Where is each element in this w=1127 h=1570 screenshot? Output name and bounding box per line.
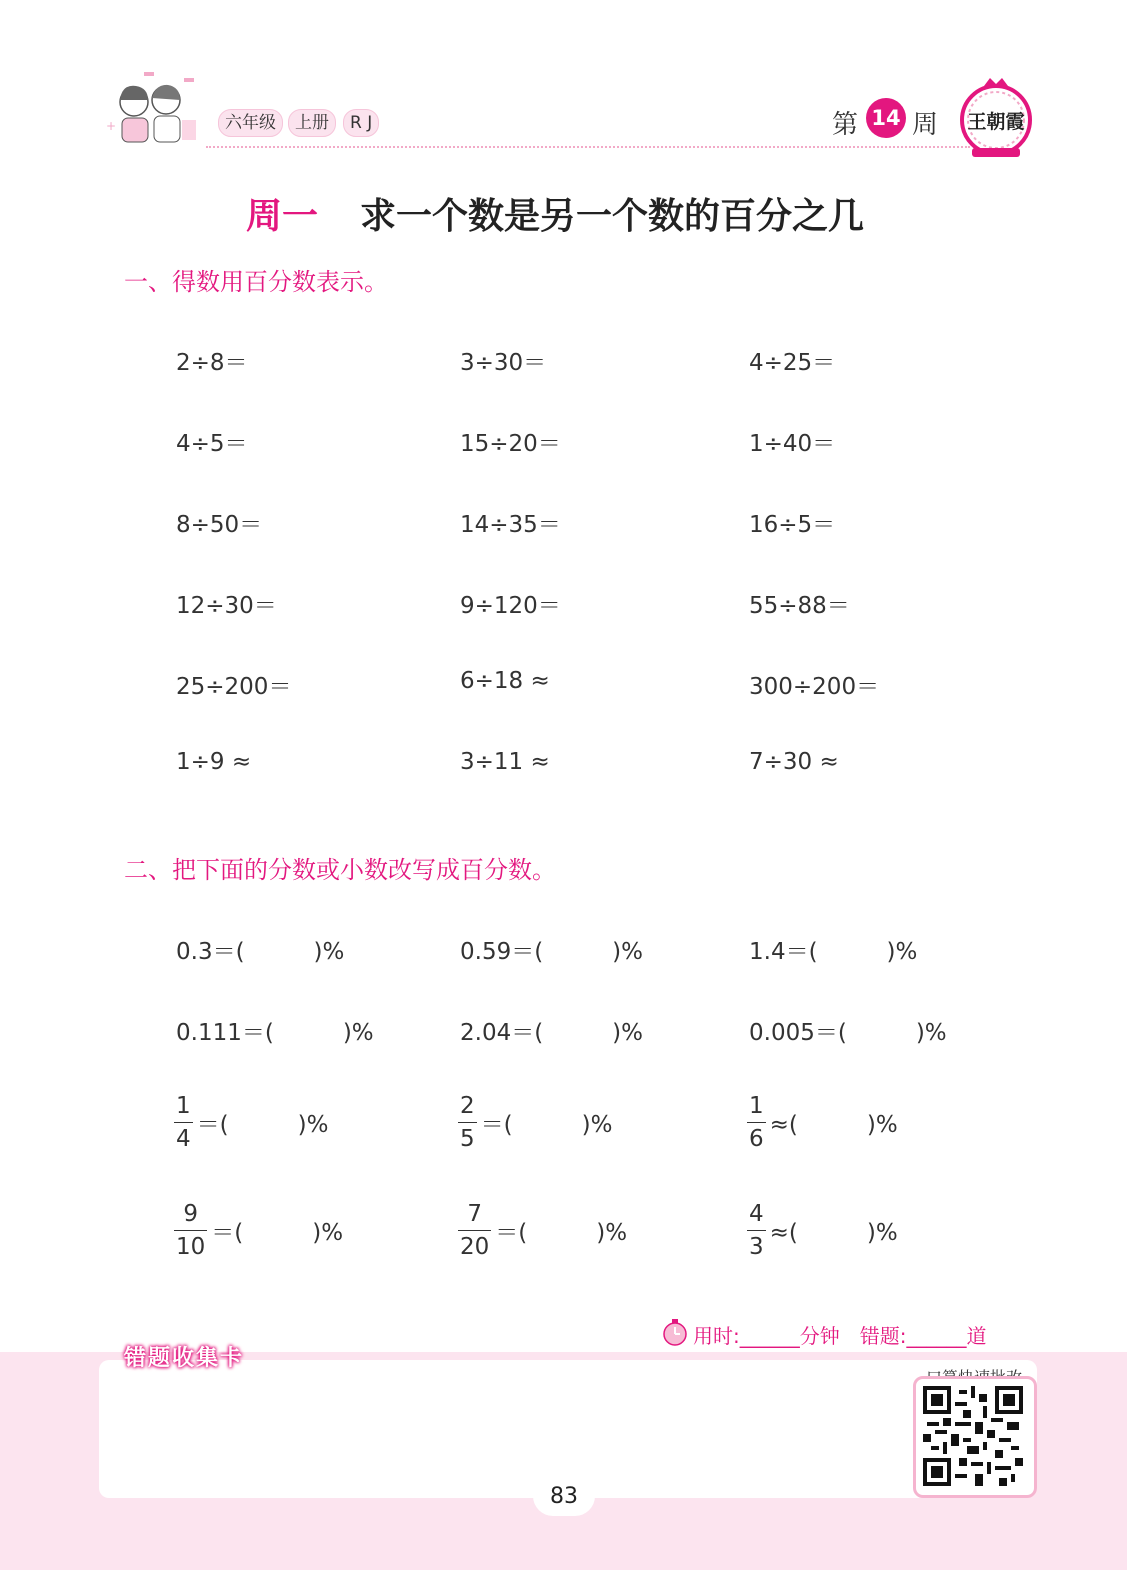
lesson-title: 求一个数是另一个数的百分之几 <box>360 196 865 237</box>
problem-item: 8÷50＝ <box>176 512 263 538</box>
fraction-denominator: 6 <box>749 1126 764 1152</box>
fraction-denominator: 4 <box>176 1126 191 1152</box>
fraction-numerator: 1 <box>749 1093 764 1119</box>
decimal-item: 0.005＝( )% <box>749 1020 947 1046</box>
problem-item: 55÷88＝ <box>749 593 850 619</box>
fraction-numerator: 9 <box>183 1201 198 1227</box>
fraction <box>747 1200 766 1261</box>
problem-item: 12÷30＝ <box>176 593 277 619</box>
fraction-item <box>174 1200 343 1261</box>
fraction-answer: ≈( )% <box>769 1220 898 1246</box>
decimal-item: 0.111＝( )% <box>176 1020 374 1046</box>
decimal-item: 1.4＝( )% <box>749 939 918 965</box>
problem-item: 300÷200＝ <box>749 674 880 700</box>
fraction-denominator: 20 <box>460 1234 490 1260</box>
fraction-bar <box>747 1122 766 1123</box>
stopwatch-icon <box>662 1318 688 1346</box>
fraction-bar <box>458 1122 477 1123</box>
problem-item: 16÷5＝ <box>749 512 836 538</box>
section-2-heading: 二、把下面的分数或小数改写成百分数。 <box>124 856 556 884</box>
fraction <box>174 1200 207 1261</box>
problem-item: 6÷18 ≈ <box>460 668 550 694</box>
problem-item: 15÷20＝ <box>460 431 561 457</box>
seal-text: 王朝霞 <box>967 111 1025 133</box>
problem-item: 9÷120＝ <box>460 593 561 619</box>
fraction-bar <box>174 1230 207 1231</box>
fraction-bar <box>747 1230 766 1231</box>
fraction-denominator: 10 <box>176 1234 206 1260</box>
problem-item: 2÷8＝ <box>176 350 248 376</box>
problem-item: 3÷11 ≈ <box>460 749 550 775</box>
fraction-denominator: 5 <box>460 1126 475 1152</box>
decimal-item: 2.04＝( )% <box>460 1020 644 1046</box>
problem-item: 14÷35＝ <box>460 512 561 538</box>
week-prefix: 第 <box>832 110 859 140</box>
time-and-errors-label: 用时:______分钟 错题:______道 <box>693 1324 987 1348</box>
fraction-answer: ＝( )% <box>495 1220 628 1246</box>
children-illustration <box>104 70 204 154</box>
fraction <box>458 1092 477 1153</box>
week-number-badge: 14 <box>866 98 906 138</box>
problem-item: 7÷30 ≈ <box>749 749 839 775</box>
decimal-item: 0.59＝( )% <box>460 939 644 965</box>
fraction <box>174 1092 193 1153</box>
problem-item: 4÷5＝ <box>176 431 248 457</box>
fraction-numerator: 1 <box>176 1093 191 1119</box>
fraction-numerator: 2 <box>460 1093 475 1119</box>
decimal-item: 0.3＝( )% <box>176 939 345 965</box>
fraction-bar <box>174 1122 193 1123</box>
svg-text:+: + <box>106 119 117 133</box>
section-1-heading: 一、得数用百分数表示。 <box>124 268 388 296</box>
error-card-tag: 错题收集卡 <box>124 1346 245 1371</box>
problem-item: 1÷40＝ <box>749 431 836 457</box>
volume-tag: 上册 <box>288 109 336 137</box>
problem-item: 4÷25＝ <box>749 350 836 376</box>
grade-tag: 六年级 <box>218 109 283 137</box>
fraction-answer: ＝( )% <box>480 1112 613 1138</box>
header-divider <box>206 146 970 148</box>
fraction-answer: ≈( )% <box>769 1112 898 1138</box>
fraction-item <box>458 1200 627 1261</box>
fraction-item <box>747 1092 898 1153</box>
fraction-bar <box>458 1230 491 1231</box>
problem-item: 3÷30＝ <box>460 350 547 376</box>
problem-item: 25÷200＝ <box>176 674 292 700</box>
fraction-item <box>458 1092 612 1153</box>
edition-tag: R J <box>343 109 379 137</box>
fraction-answer: ＝( )% <box>211 1220 344 1246</box>
fraction <box>458 1200 491 1261</box>
lesson-day: 周一 <box>246 196 319 237</box>
fraction-answer: ＝( )% <box>196 1112 329 1138</box>
fraction-numerator: 4 <box>749 1201 764 1227</box>
problem-item: 1÷9 ≈ <box>176 749 252 775</box>
fraction-denominator: 3 <box>749 1234 764 1260</box>
fraction-item <box>747 1200 898 1261</box>
fraction-numerator: 7 <box>467 1201 482 1227</box>
fraction <box>747 1092 766 1153</box>
brand-seal <box>958 76 1034 162</box>
page-number: 83 <box>550 1484 578 1509</box>
qr-code-icon[interactable] <box>923 1386 1023 1486</box>
fraction-item <box>174 1092 328 1153</box>
week-suffix: 周 <box>912 110 939 140</box>
